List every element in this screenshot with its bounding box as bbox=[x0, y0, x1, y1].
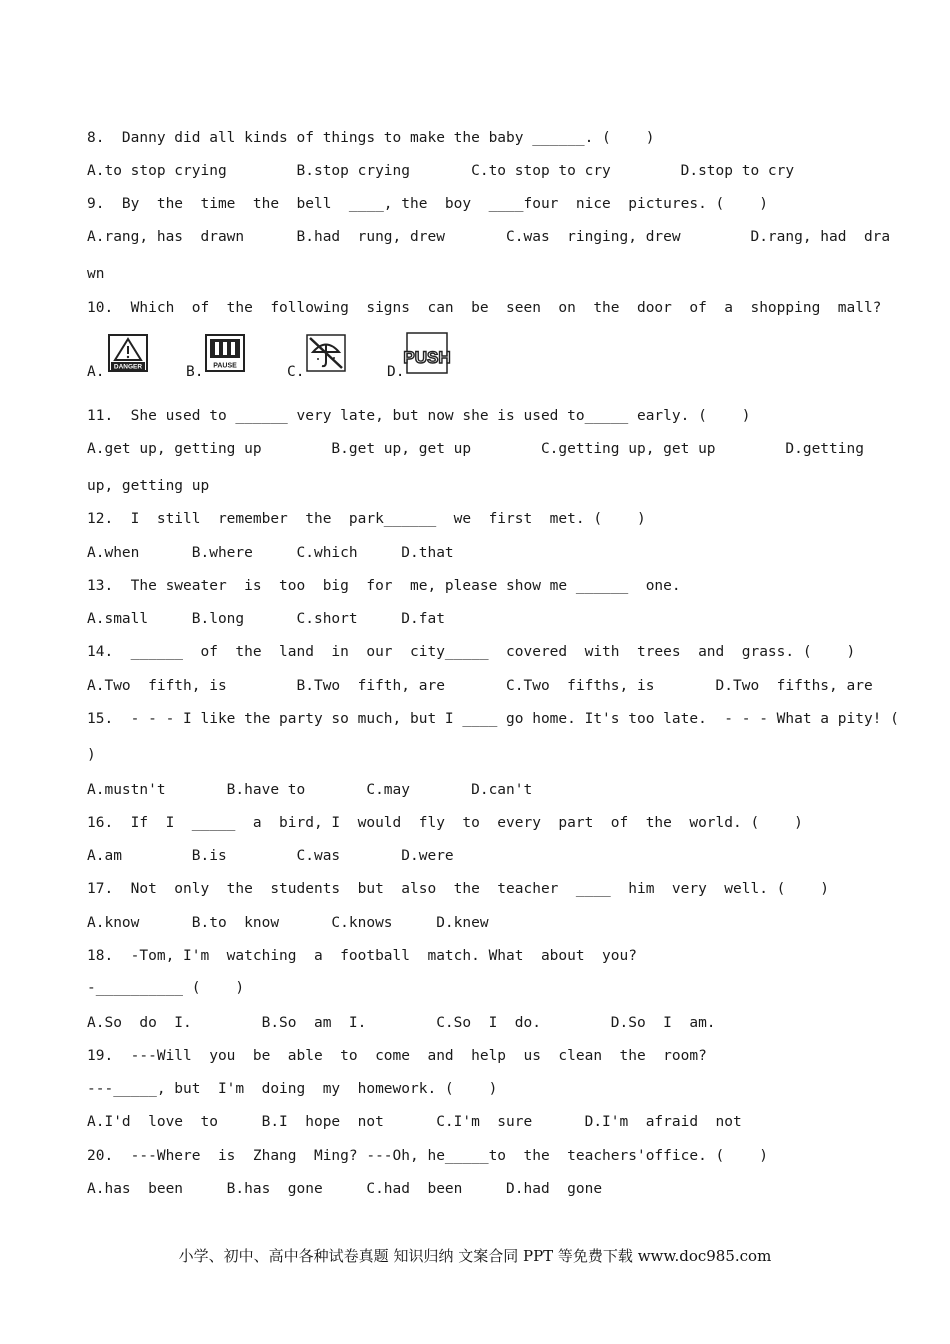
q9-options-wrap: wn bbox=[87, 266, 105, 282]
q12-options: A.when B.where C.which D.that bbox=[87, 545, 454, 561]
q10-option-a-label: A. bbox=[87, 364, 105, 380]
q16-stem: 16. If I _____ a bird, I would fly to every part of the world. ( ) bbox=[87, 815, 803, 831]
q9-stem: 9. By the time the bell ____, the boy ____four nice pictures. ( ) bbox=[87, 196, 768, 212]
q11-stem: 11. She used to ______ very late, but now she is used to_____ early. ( ) bbox=[87, 408, 751, 424]
q19-response: ---_____, but I'm doing my homework. ( ) bbox=[87, 1081, 498, 1097]
q15-stem: 15. - - - I like the party so much, but I ____ go home. It's too late. - - - What a pity! ( bbox=[87, 711, 899, 727]
q11-options-wrap: up, getting up bbox=[87, 478, 210, 494]
q8-options: A.to stop crying B.stop crying C.to stop to cry D.stop to cry bbox=[87, 163, 795, 179]
q19-options: A.I'd love to B.I hope not C.I'm sure D.I'm afraid not bbox=[87, 1114, 742, 1130]
q16-options: A.am B.is C.was D.were bbox=[87, 848, 454, 864]
q18-stem: 18. -Tom, I'm watching a football match. What about you? bbox=[87, 948, 637, 964]
danger-sign-text: DANGER bbox=[113, 363, 143, 371]
danger-sign-icon bbox=[108, 334, 148, 372]
q17-stem: 17. Not only the students but also the teacher ____ him very well. ( ) bbox=[87, 881, 830, 897]
push-sign-text: PUSH bbox=[403, 348, 451, 367]
q15-stem-wrap: ) bbox=[87, 747, 96, 763]
pause-sign-icon bbox=[205, 334, 245, 372]
q19-stem: 19. ---Will you be able to come and help us clean the room? bbox=[87, 1048, 707, 1064]
push-sign-icon bbox=[403, 332, 451, 370]
q17-options: A.know B.to know C.knows D.knew bbox=[87, 915, 489, 931]
q14-stem: 14. ______ of the land in our city_____ covered with trees and grass. ( ) bbox=[87, 644, 856, 660]
q20-options: A.has been B.has gone C.had been D.had gone bbox=[87, 1181, 603, 1197]
q18-response: -__________ ( ) bbox=[87, 980, 245, 996]
q14-options: A.Two fifth, is B.Two fifth, are C.Two fifths, is D.Two fifths, are bbox=[87, 678, 873, 694]
q13-options: A.small B.long C.short D.fat bbox=[87, 611, 445, 627]
q8-stem: 8. Danny did all kinds of things to make the baby ______. ( ) bbox=[87, 130, 655, 146]
q10-stem: 10. Which of the following signs can be seen on the door of a shopping mall? bbox=[87, 300, 882, 316]
q10-option-c-label: C. bbox=[287, 364, 305, 380]
page-footer: 小学、初中、高中各种试卷真题 知识归纳 文案合同 PPT 等免费下载 www.doc985.com bbox=[178, 1247, 772, 1265]
q15-options: A.mustn't B.have to C.may D.can't bbox=[87, 782, 533, 798]
q13-stem: 13. The sweater is too big for me, please show me ______ one. bbox=[87, 578, 681, 594]
q11-options: A.get up, getting up B.get up, get up C.getting up, get up D.getting bbox=[87, 441, 864, 457]
q10-option-b-label: B. bbox=[186, 364, 204, 380]
no-umbrella-sign-icon bbox=[306, 334, 346, 372]
q12-stem: 12. I still remember the park______ we first met. ( ) bbox=[87, 511, 646, 527]
q9-options: A.rang, has drawn B.had rung, drew C.was ringing, drew D.rang, had dra bbox=[87, 229, 891, 245]
pause-sign-text: PAUSE bbox=[213, 362, 237, 370]
q20-stem: 20. ---Where is Zhang Ming? ---Oh, he_____to the teachers'office. ( ) bbox=[87, 1148, 768, 1164]
q18-options: A.So do I. B.So am I. C.So I do. D.So I am. bbox=[87, 1015, 716, 1031]
q10-option-d-label: D. bbox=[387, 364, 405, 380]
